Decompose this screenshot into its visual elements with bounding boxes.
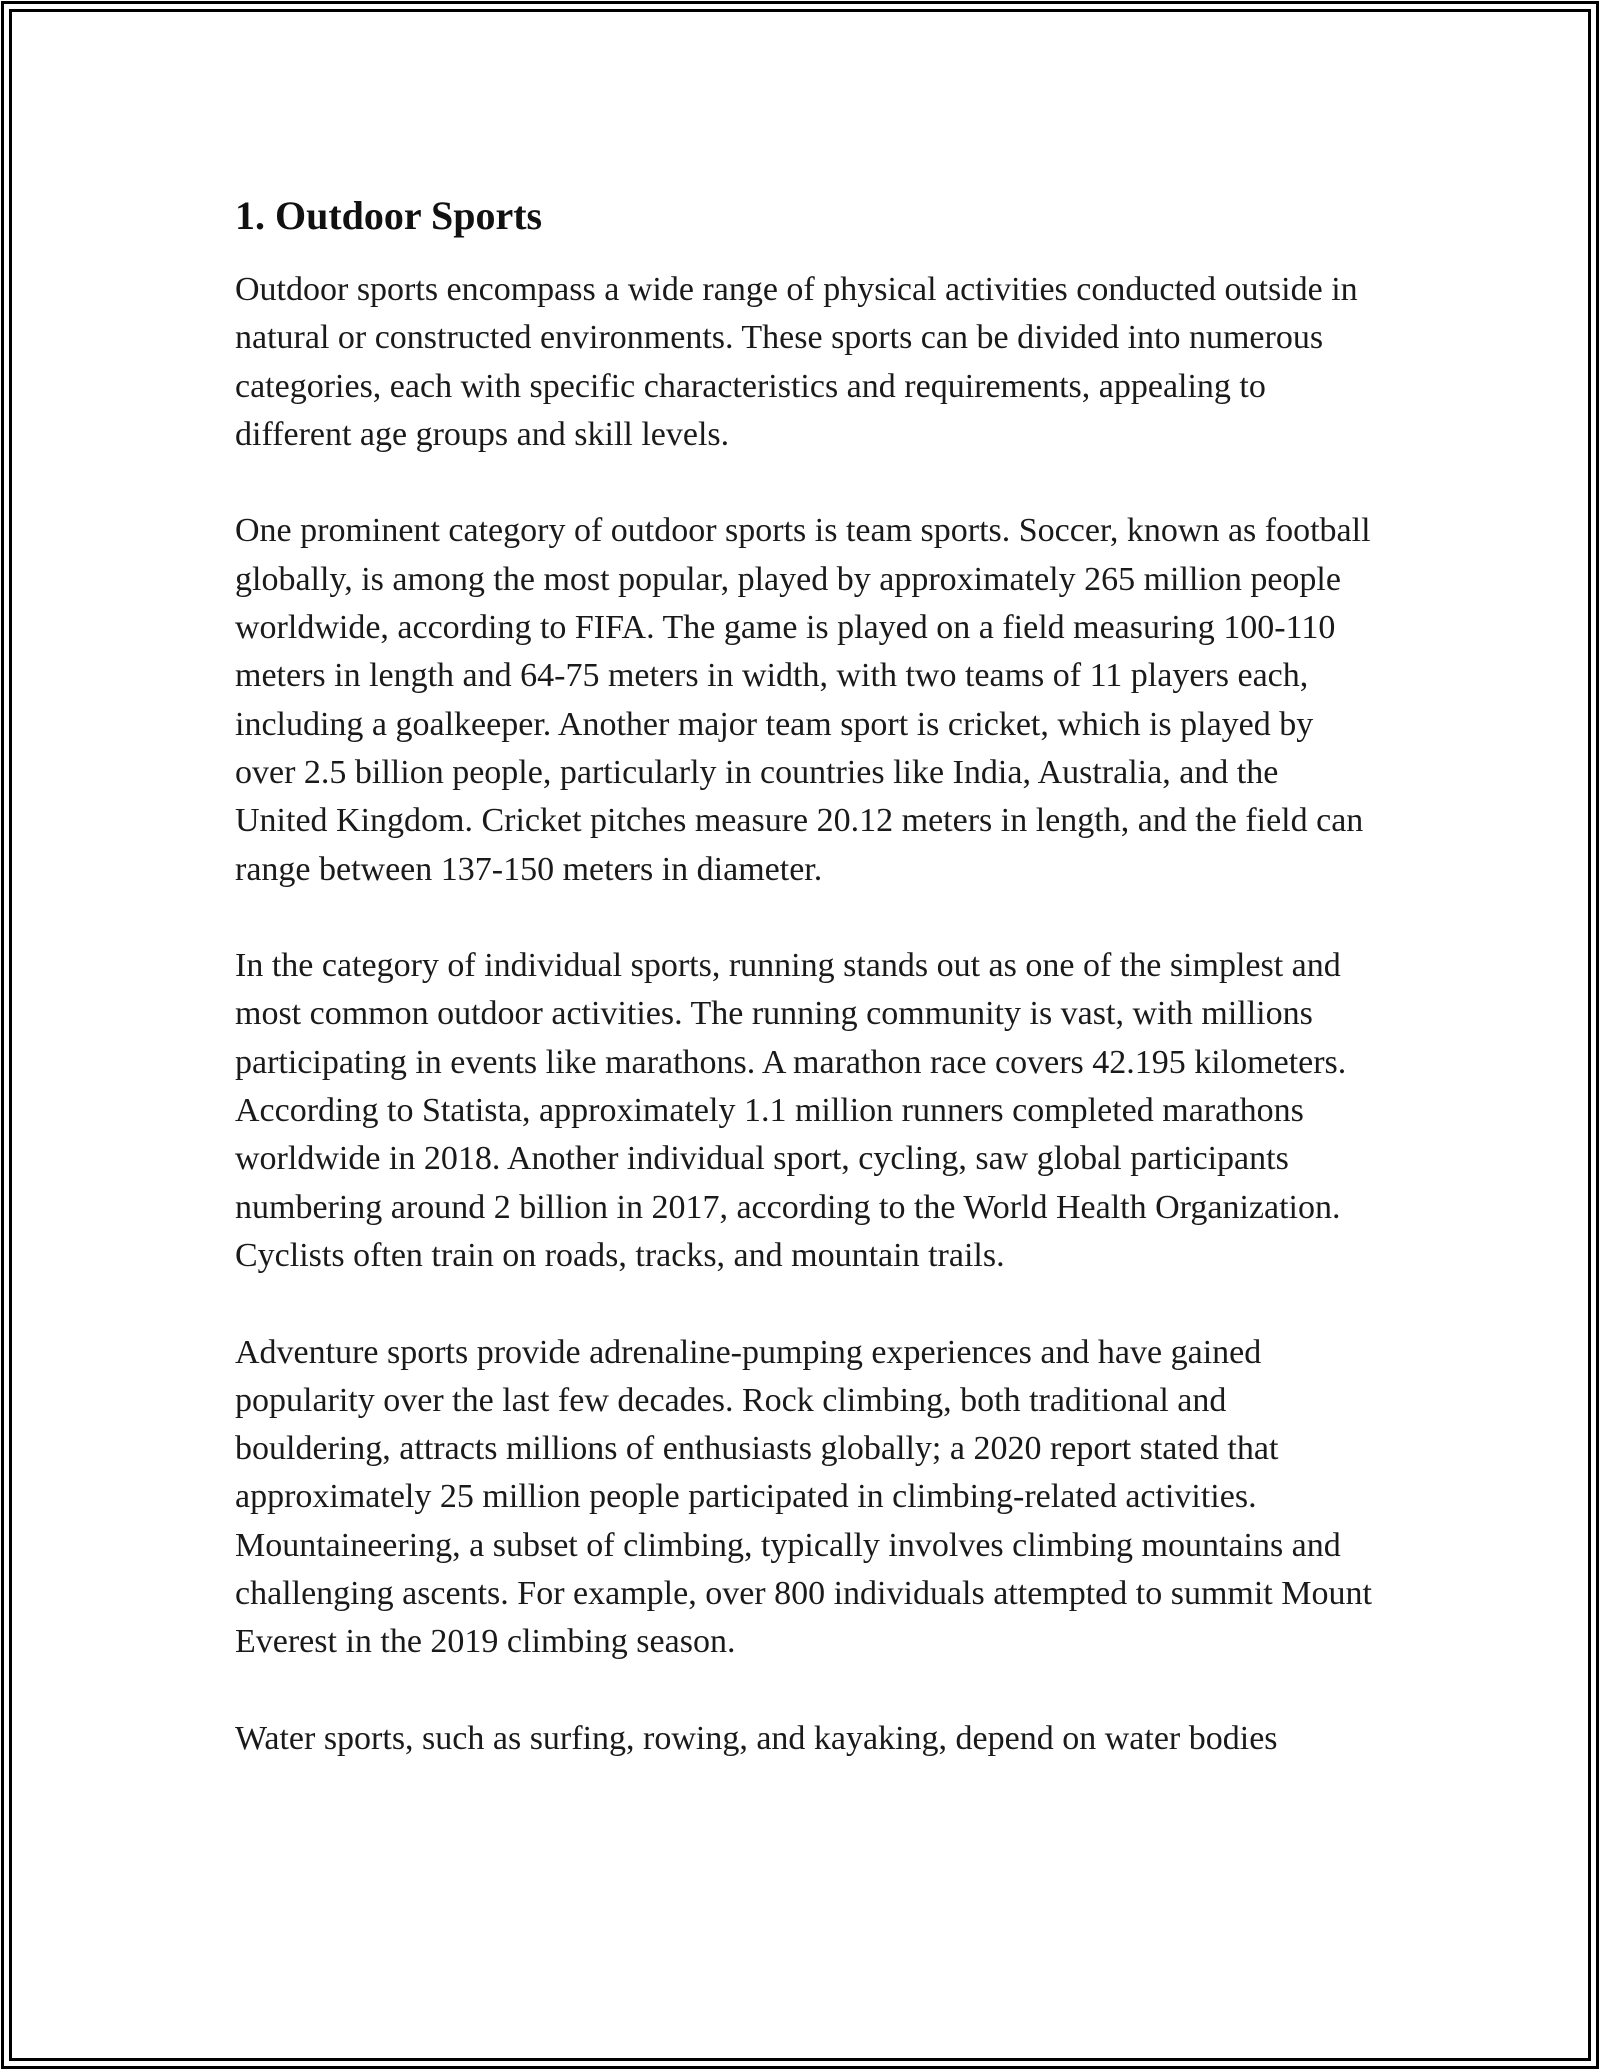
paragraph-adventure-sports: Adventure sports provide adrenaline-pumping experiences and have gained popularity over the last few decades. Rock climbing, both traditional and bouldering, attracts millions of enthusiasts globally; a 2020 report stated that approximately 25 million people participated in climbing-related activities. Mountaineering, a subset of climbing, typically involves climbing mountains and challenging ascents. For example, over 800 individuals attempted to summit Mount Everest in the 2019 climbing season.: [235, 1333, 1372, 1661]
paragraph-intro: Outdoor sports encompass a wide range of physical activities conducted outside in natural or constructed environments. These sports can be divided into numerous categories, each with specific characteristics and requirements, appealing to different age groups and skill levels.: [235, 271, 1358, 453]
paragraph-water-sports: Water sports, such as surfing, rowing, and kayaking, depend on water bodies: [235, 1719, 1278, 1757]
section-heading: 1. Outdoor Sports: [235, 193, 543, 238]
paragraph-team-sports: One prominent category of outdoor sports is team sports. Soccer, known as football globally, is among the most popular, played by approximately 265 million people worldwide, according to FIFA. The game is played on a field measuring 100-110 meters in length and 64-75 meters in width, with two teams of 11 players each, including a goalkeeper. Another major team sport is cricket, which is played by over 2.5 billion people, particularly in countries like India, Australia, and the United Kingdom. Cricket pitches measure 20.12 meters in length, and the field can range between 137-150 meters in diameter.: [235, 512, 1371, 888]
paragraph-individual-sports: In the category of individual sports, running stands out as one of the simplest and most common outdoor activities. The running community is vast, with millions participating in events like marathons. A marathon race covers 42.195 kilometers. According to Statista, approximately 1.1 million runners completed marathons worldwide in 2018. Another individual sport, cycling, saw global participants numbering around 2 billion in 2017, according to the World Health Organization. Cyclists often train on roads, tracks, and mountain trails.: [235, 947, 1347, 1274]
document-body: [235, 180, 1375, 1763]
